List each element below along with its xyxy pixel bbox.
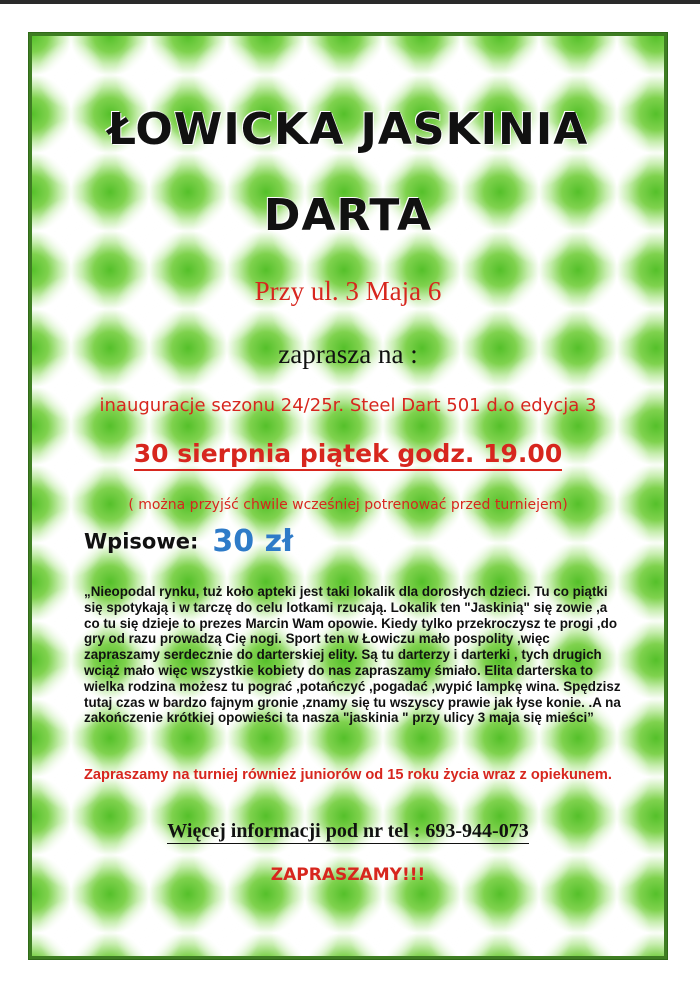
story-paragraph: „Nieopodal rynku, tuż koło apteki jest taki lokalik dla dorosłych dzieci. Tu co piątki się spotykają i w tarczę do celu lotkami rzucają. Lokalik ten "Jaskinią" się zowie ,a co tu się dzieje to prezes Marcin Wam opowie. Kiedy tylko przekroczysz te progi ,do gry od razu prowadzą Cię nogi. Sport ten w Łowiczu mało pospolity ,więc zapraszamy serdecznie do darterskiej elity. Są tu darterzy i darterki , tych drugich wciąż mało więc wszystkie kobiety do nas zapraszamy śmiało. Elita darterska to wielka rodzina możesz tu pograć ,potańczyć ,pogadać ,wypić lampkę wina. Spędzisz tutaj czas w bardzo fajnym gronie ,znamy się tu wszyscy prawie jak łyse konie. .A na zakończenie krótkiej opowieści ta nasza "jaskinia " przy ulicy 3 maja się mieści” — [84, 584, 621, 726]
entry-fee-value: 30 zł — [212, 524, 294, 559]
contact-info — [32, 820, 664, 843]
poster-title-line-2: DARTA — [263, 190, 433, 241]
event-date — [32, 439, 664, 468]
poster-title-line-1: ŁOWICKA JASKINIA — [107, 104, 589, 155]
poster — [29, 33, 667, 959]
closing-slogan: ZAPRASZAMY!!! — [270, 865, 426, 885]
poster-content — [32, 36, 664, 956]
contact-info-text: Więcej informacji pod nr tel : 693-944-073 — [167, 820, 529, 842]
entry-fee — [84, 524, 293, 559]
event-description: inauguracje sezonu 24/25r. Steel Dart 501 d.o edycja 3 — [99, 395, 597, 416]
event-date-text: 30 sierpnia piątek godz. 19.00 — [134, 439, 562, 471]
early-arrival-note: ( można przyjść chwile wcześniej potrenować przed turniejem) — [128, 497, 568, 513]
venue-address: Przy ul. 3 Maja 6 — [254, 276, 442, 306]
top-edge-bar — [0, 0, 700, 4]
juniors-invitation: Zapraszamy na turniej również juniorów od 15 roku życia wraz z opiekunem. — [84, 767, 612, 783]
invites-text: zaprasza na : — [278, 339, 418, 369]
entry-fee-label: Wpisowe: — [84, 529, 199, 554]
